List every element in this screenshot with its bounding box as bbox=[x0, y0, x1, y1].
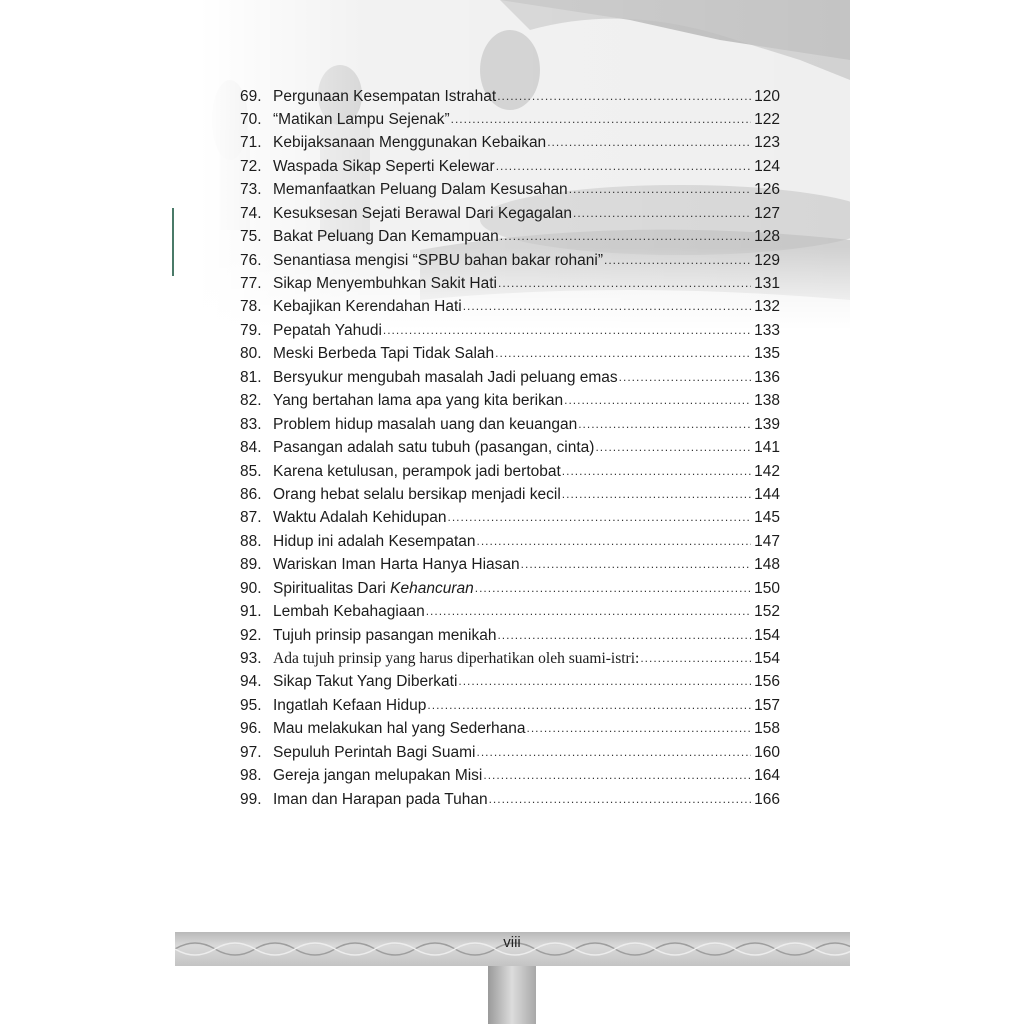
toc-entry-number: 72. bbox=[240, 157, 262, 175]
toc-entry-page: 156 bbox=[754, 673, 780, 691]
toc-dot-leader bbox=[497, 624, 751, 640]
toc-dot-leader bbox=[500, 226, 751, 242]
toc-entry-number: 88. bbox=[240, 532, 262, 550]
toc-entry-number: 94. bbox=[240, 673, 262, 691]
toc-entry-page: 157 bbox=[754, 696, 780, 714]
toc-dot-leader bbox=[578, 413, 751, 429]
toc-entry bbox=[240, 718, 780, 741]
toc-entry-number: 98. bbox=[240, 767, 262, 785]
toc-entry bbox=[240, 226, 780, 249]
toc-entry-page: 139 bbox=[754, 415, 780, 433]
toc-entry-page: 138 bbox=[754, 392, 780, 410]
toc-entry-page: 126 bbox=[754, 181, 780, 199]
toc-entry-page: 150 bbox=[754, 579, 780, 597]
toc-dot-leader bbox=[564, 390, 751, 406]
toc-entry-title-text: Sikap Menyembuhkan Sakit Hati bbox=[273, 275, 498, 292]
toc-entry bbox=[240, 694, 780, 717]
toc-entry bbox=[240, 155, 780, 178]
toc-dot-leader bbox=[427, 694, 751, 710]
toc-entry-number: 80. bbox=[240, 345, 262, 363]
toc-entry-number: 69. bbox=[240, 87, 262, 105]
toc-entry-number: 78. bbox=[240, 298, 262, 316]
toc-entry-title-text: Pergunaan Kesempatan Istrahat bbox=[273, 87, 497, 105]
toc-entry-title bbox=[273, 627, 496, 645]
toc-entry-title bbox=[273, 697, 426, 715]
toc-entry-title-text: Iman dan Harapan pada Tuhan bbox=[273, 790, 488, 808]
toc-entry-title-text: Ingatlah Kefaan Hidup bbox=[273, 696, 427, 714]
toc-dot-leader bbox=[569, 179, 751, 195]
toc-dot-leader bbox=[496, 155, 751, 171]
toc-entry-title bbox=[273, 720, 525, 738]
toc-entry-title bbox=[273, 767, 482, 785]
toc-entry bbox=[240, 671, 780, 694]
toc-entry bbox=[240, 741, 780, 764]
toc-dot-leader bbox=[521, 554, 751, 570]
toc-dot-leader bbox=[383, 319, 751, 335]
toc-entry-number: 92. bbox=[240, 626, 262, 644]
toc-entry-page: 166 bbox=[754, 790, 780, 808]
toc-entry-title bbox=[273, 392, 563, 410]
toc-entry-title-text: “Matikan Lampu Sejenak” bbox=[273, 110, 450, 128]
toc-entry-number: 73. bbox=[240, 181, 262, 199]
toc-entry-number: 83. bbox=[240, 415, 262, 433]
toc-entry-title-text: Sepuluh Perintah Bagi Suami bbox=[273, 743, 476, 761]
toc-entry bbox=[240, 554, 780, 577]
toc-entry bbox=[240, 437, 780, 460]
toc-entry-number: 93. bbox=[240, 650, 262, 667]
footer-stem-ornament bbox=[488, 966, 536, 1024]
toc-entry-title-text: Orang hebat selalu bersikap menjadi kecil bbox=[273, 485, 561, 503]
toc-entry bbox=[240, 249, 780, 272]
toc-entry-title bbox=[273, 88, 496, 106]
toc-entry-page: 127 bbox=[754, 204, 780, 222]
toc-dot-leader bbox=[463, 296, 751, 312]
toc-entry bbox=[240, 413, 780, 436]
toc-entry-title bbox=[273, 134, 546, 152]
toc-entry-title-text: Waspada Sikap Seperti Kelewar bbox=[273, 157, 495, 175]
toc-entry-title bbox=[273, 275, 497, 293]
toc-entry-title-text: Ada tujuh prinsip yang harus diperhatikan oleh suami-istri: bbox=[273, 650, 640, 667]
toc-entry-page: 158 bbox=[754, 720, 780, 738]
toc-entry-page: 160 bbox=[754, 743, 780, 761]
toc-entry-page: 128 bbox=[754, 228, 780, 246]
toc-entry-title-text: Spiritualitas Dari bbox=[273, 579, 391, 597]
toc-entry-page: 132 bbox=[754, 298, 780, 316]
toc-dot-leader bbox=[477, 530, 752, 546]
toc-entry-number: 87. bbox=[240, 509, 262, 527]
toc-entry-number: 91. bbox=[240, 603, 262, 621]
toc-entry-number: 85. bbox=[240, 462, 262, 480]
toc-entry-number: 90. bbox=[240, 579, 262, 597]
toc-entry-page: 164 bbox=[754, 767, 780, 785]
toc-dot-leader bbox=[458, 671, 751, 687]
toc-dot-leader bbox=[489, 788, 751, 804]
toc-entry-title-text: Bersyukur mengubah masalah Jadi peluang emas bbox=[273, 368, 618, 386]
toc-entry-number: 81. bbox=[240, 368, 262, 386]
toc-entry bbox=[240, 343, 780, 366]
toc-entry-number: 96. bbox=[240, 720, 262, 738]
toc-entry bbox=[240, 132, 780, 155]
toc-entry bbox=[240, 390, 780, 413]
toc-entry-title-text: Pasangan adalah satu tubuh (pasangan, cinta) bbox=[273, 439, 595, 457]
toc-entry bbox=[240, 648, 780, 671]
toc-entry-page: 133 bbox=[754, 321, 780, 339]
toc-entry-number: 82. bbox=[240, 392, 262, 410]
toc-entry-title bbox=[273, 228, 499, 246]
toc-entry-title-italic: Kehancuran bbox=[390, 579, 474, 597]
toc-dot-leader bbox=[547, 132, 751, 148]
toc-entry-title-text: Meski Berbeda Tapi Tidak Salah bbox=[273, 345, 495, 363]
toc-entry-title-text: Lembah Kebahagiaan bbox=[273, 603, 425, 621]
toc-entry bbox=[240, 179, 780, 202]
toc-entry bbox=[240, 788, 780, 811]
toc-entry-page: 131 bbox=[754, 275, 780, 292]
toc-entry bbox=[240, 577, 780, 600]
toc-entry bbox=[240, 366, 780, 389]
toc-entry-title-text: Kebijaksanaan Menggunakan Kebaikan bbox=[273, 134, 547, 152]
toc-entry-number: 76. bbox=[240, 251, 262, 269]
toc-dot-leader bbox=[640, 648, 751, 664]
toc-entry-title bbox=[273, 158, 495, 176]
toc-entry bbox=[240, 85, 780, 108]
toc-entry-title bbox=[273, 322, 382, 340]
toc-entry-page: 135 bbox=[754, 345, 780, 363]
toc-entry-title-text: Memanfaatkan Peluang Dalam Kesusahan bbox=[273, 181, 568, 199]
toc-dot-leader bbox=[595, 437, 751, 453]
toc-entry-number: 97. bbox=[240, 743, 262, 761]
toc-entry-page: 120 bbox=[754, 87, 780, 105]
toc-entry-title bbox=[273, 603, 425, 621]
toc-dot-leader bbox=[562, 460, 751, 476]
toc-dot-leader bbox=[475, 577, 751, 593]
toc-entry-title bbox=[273, 744, 476, 762]
toc-entry-title-text: Gereja jangan melupakan Misi bbox=[273, 767, 483, 785]
toc-entry-page: 148 bbox=[754, 556, 780, 574]
toc-entry-title-text: Kesuksesan Sejati Berawal Dari Kegagalan bbox=[273, 204, 572, 222]
toc-entry-title-text: Yang bertahan lama apa yang kita berikan bbox=[273, 392, 564, 410]
toc-entry-title-text: Wariskan Iman Harta Hanya Hiasan bbox=[273, 556, 520, 574]
toc-entry-page: 136 bbox=[754, 368, 780, 386]
toc-entry-page: 154 bbox=[754, 626, 780, 644]
toc-dot-leader bbox=[497, 85, 751, 101]
toc-entry-page: 141 bbox=[754, 439, 780, 457]
toc-entry-number: 74. bbox=[240, 204, 262, 222]
toc-entry-title bbox=[273, 181, 568, 199]
toc-entry-page: 152 bbox=[754, 603, 780, 621]
toc-entry-title bbox=[273, 556, 520, 574]
toc-dot-leader bbox=[573, 202, 751, 218]
toc-dot-leader bbox=[604, 249, 751, 265]
toc-entry-number: 71. bbox=[240, 134, 262, 152]
toc-entry-title bbox=[273, 205, 572, 223]
toc-entry bbox=[240, 460, 780, 483]
toc-entry-title-text: Problem hidup masalah uang dan keuangan bbox=[273, 415, 578, 433]
toc-entry bbox=[240, 319, 780, 342]
toc-entry-page: 142 bbox=[754, 462, 780, 480]
toc-entry-title-text: Mau melakukan hal yang Sederhana bbox=[273, 720, 526, 738]
toc-entry bbox=[240, 296, 780, 319]
toc-entry-page: 154 bbox=[754, 650, 780, 667]
toc-entry-title bbox=[273, 580, 474, 598]
table-of-contents bbox=[240, 85, 780, 812]
toc-entry-title-text: Pepatah Yahudi bbox=[273, 321, 382, 339]
toc-entry-title-text: Kebajikan Kerendahan Hati bbox=[273, 298, 462, 316]
toc-entry-title bbox=[273, 345, 494, 363]
toc-entry-page: 123 bbox=[754, 134, 780, 152]
toc-entry-title bbox=[273, 486, 561, 504]
toc-entry-title-text: Senantiasa mengisi “SPBU bahan bakar rohani” bbox=[273, 251, 603, 269]
toc-entry bbox=[240, 108, 780, 131]
toc-entry-title-text: Karena ketulusan, perampok jadi bertobat bbox=[273, 462, 561, 480]
toc-dot-leader bbox=[448, 507, 752, 523]
toc-entry-page: 145 bbox=[754, 509, 780, 527]
page-number: viii bbox=[503, 934, 521, 951]
toc-dot-leader bbox=[495, 343, 751, 359]
toc-entry-number: 84. bbox=[240, 439, 262, 457]
toc-entry-title bbox=[273, 463, 561, 481]
toc-entry bbox=[240, 765, 780, 788]
toc-entry-title-text: Tujuh prinsip pasangan menikah bbox=[273, 626, 497, 644]
toc-entry bbox=[240, 483, 780, 506]
toc-entry-title bbox=[273, 111, 450, 129]
toc-entry-number: 70. bbox=[240, 110, 262, 128]
toc-entry-title bbox=[273, 791, 488, 809]
toc-entry-title-text: Sikap Takut Yang Diberkati bbox=[273, 673, 458, 691]
toc-dot-leader bbox=[477, 741, 752, 757]
toc-dot-leader bbox=[562, 483, 751, 499]
toc-entry-title bbox=[273, 298, 462, 316]
toc-entry-number: 89. bbox=[240, 556, 262, 574]
toc-entry-page: 144 bbox=[754, 485, 780, 503]
toc-dot-leader bbox=[426, 601, 751, 617]
toc-entry bbox=[240, 530, 780, 553]
toc-entry-number: 77. bbox=[240, 275, 262, 292]
toc-dot-leader bbox=[526, 718, 751, 734]
toc-entry bbox=[240, 601, 780, 624]
toc-entry-page: 124 bbox=[754, 157, 780, 175]
toc-entry bbox=[240, 273, 780, 296]
toc-entry-number: 95. bbox=[240, 696, 262, 714]
toc-entry bbox=[240, 507, 780, 530]
toc-entry-number: 75. bbox=[240, 228, 262, 246]
toc-entry-title-text: Waktu Adalah Kehidupan bbox=[273, 509, 447, 527]
toc-entry-number: 99. bbox=[240, 790, 262, 808]
toc-entry-title bbox=[273, 369, 618, 387]
toc-entry-page: 122 bbox=[754, 110, 780, 128]
toc-entry-title bbox=[273, 673, 457, 691]
toc-entry bbox=[240, 202, 780, 225]
toc-entry-title-text: Hidup ini adalah Kesempatan bbox=[273, 532, 476, 550]
margin-accent-line bbox=[172, 208, 174, 276]
toc-entry-page: 129 bbox=[754, 251, 780, 269]
toc-entry-number: 79. bbox=[240, 321, 262, 339]
toc-dot-leader bbox=[498, 273, 751, 289]
toc-entry-title bbox=[273, 533, 476, 551]
toc-entry-number: 86. bbox=[240, 485, 262, 503]
toc-dot-leader bbox=[483, 765, 751, 781]
toc-dot-leader bbox=[451, 108, 751, 124]
toc-entry-title bbox=[273, 650, 639, 668]
toc-entry-page: 147 bbox=[754, 532, 780, 550]
toc-entry-title bbox=[273, 252, 603, 270]
toc-dot-leader bbox=[619, 366, 751, 382]
toc-entry-title bbox=[273, 416, 577, 434]
toc-entry-title-text: Bakat Peluang Dan Kemampuan bbox=[273, 228, 499, 246]
toc-entry-title bbox=[273, 439, 594, 457]
toc-entry-title bbox=[273, 509, 447, 527]
toc-entry bbox=[240, 624, 780, 647]
